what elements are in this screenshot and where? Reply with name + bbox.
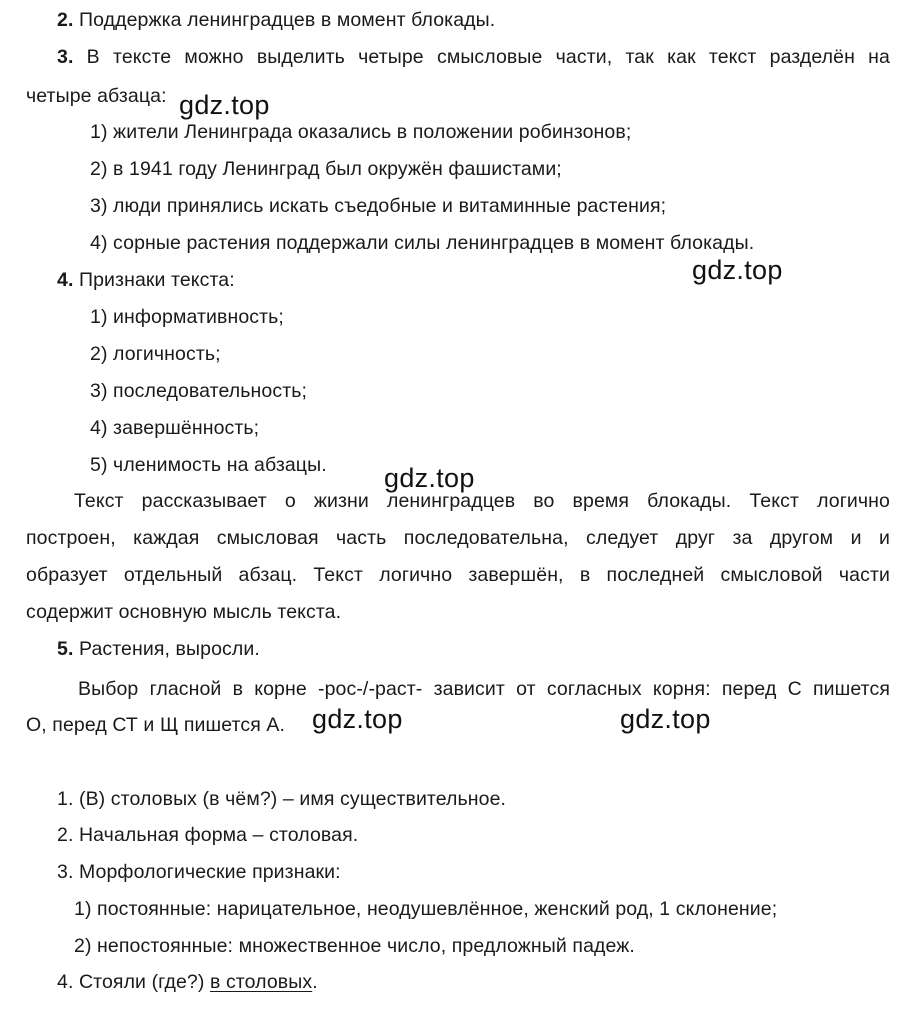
answer-5-number: 5.: [57, 638, 74, 660]
answer-3-number: 3.: [57, 46, 74, 68]
answer-4-title: [57, 268, 235, 292]
answer-5-rule-line-1: Выбор гласной в корне -рос-/-раст- зависит от согласных корня: перед С пишется: [78, 678, 890, 700]
morph-line-3b: 2) непостоянные: множественное число, предложный падеж.: [74, 935, 635, 957]
answer-5-text: Растения, выросли.: [73, 638, 260, 660]
answer-4-item-2: 2) логичность;: [90, 343, 221, 365]
answer-5-title: [57, 637, 260, 661]
morph-line-3a: 1) постоянные: нарицательное, неодушевлённое, женский род, 1 склонение;: [74, 898, 778, 920]
watermark: gdz.top: [179, 90, 270, 120]
watermark: gdz.top: [312, 704, 403, 734]
watermark: gdz.top: [384, 463, 475, 493]
answer-3-text: В тексте можно выделить четыре смысловые части, так как текст разделён на: [73, 46, 890, 68]
answer-4-item-4: 4) завершённость;: [90, 417, 260, 439]
answer-4-paragraph-line-1: Текст рассказывает о жизни ленинградцев во время блокады. Текст логично: [74, 490, 890, 512]
answer-4-title-text: Признаки текста:: [73, 269, 235, 291]
answer-4-paragraph-line-3: образует отдельный абзац. Текст логично завершён, в последней смысловой части: [26, 564, 890, 586]
answer-2-text: Поддержка ленинградцев в момент блокады.: [73, 9, 496, 31]
morph-line-1: 1. (В) столовых (в чём?) – имя существительное.: [57, 788, 507, 810]
morph-line-4-underlined: в столовых: [209, 971, 313, 993]
morph-line-4-question: 4. Стояли (где?): [57, 971, 210, 993]
answer-4-number: 4.: [57, 269, 74, 291]
answer-3-line-1: [26, 45, 890, 69]
answer-3-item-2: 2) в 1941 году Ленинград был окружён фашистами;: [90, 158, 562, 180]
answer-3-item-1: 1) жители Ленинграда оказались в положении робинзонов;: [90, 121, 632, 143]
answer-2: [57, 8, 495, 32]
answer-4-paragraph-line-2: построен, каждая смысловая часть последовательна, следует друг за другом и и: [26, 527, 890, 549]
answer-2-number: 2.: [57, 9, 74, 31]
morph-line-2: 2. Начальная форма – столовая.: [57, 824, 359, 846]
answer-3-item-3: 3) люди принялись искать съедобные и витаминные растения;: [90, 195, 667, 217]
watermark: gdz.top: [692, 255, 783, 285]
answer-4-paragraph-line-4: содержит основную мысль текста.: [26, 601, 342, 623]
watermark: gdz.top: [620, 704, 711, 734]
morph-line-4: [57, 970, 318, 994]
answer-4-item-5: 5) членимость на абзацы.: [90, 454, 327, 476]
morph-line-3: 3. Морфологические признаки:: [57, 861, 341, 883]
answer-5-rule-line-2: О, перед СТ и Щ пишется А.: [26, 714, 285, 736]
answer-3-line-2: четыре абзаца:: [26, 85, 167, 107]
answer-3-item-4: 4) сорные растения поддержали силы ленинградцев в момент блокады.: [90, 232, 755, 254]
answer-4-item-1: 1) информативность;: [90, 306, 284, 328]
answer-4-item-3: 3) последовательность;: [90, 380, 308, 402]
morph-line-4-end: .: [312, 971, 318, 993]
